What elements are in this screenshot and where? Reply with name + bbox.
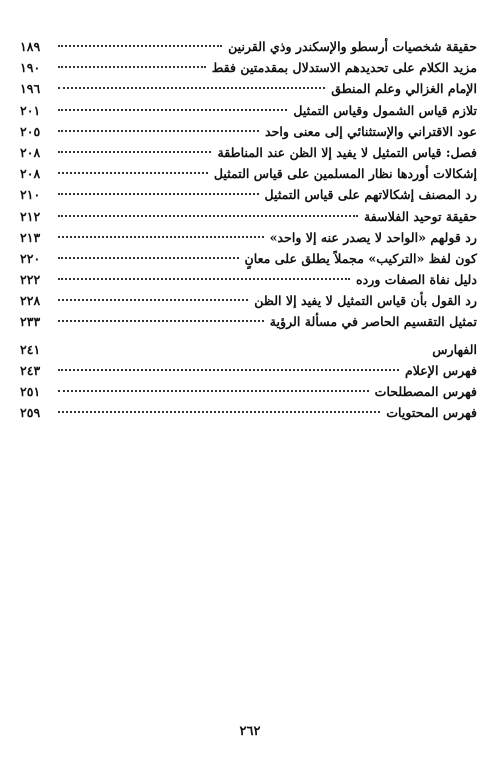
toc-section-heading [20, 339, 477, 360]
toc-entry-title: كون لفظ «التركيب» مجملاً يطلق على معانٍ [244, 250, 477, 266]
toc-entry [20, 57, 477, 78]
toc-entry-page: ٢٥٩ [20, 405, 41, 421]
toc-entry-page: ١٨٩ [20, 39, 41, 54]
toc-entry-page: ٢١٣ [20, 229, 41, 245]
toc-entry-title: إشكالات أوردها نظار المسلمين على قياس التمثيل [213, 166, 477, 182]
table-of-contents [20, 36, 477, 423]
toc-entry-page: ٢٢٢ [20, 272, 41, 288]
toc-entry-page: ٢٠٥ [20, 123, 41, 139]
toc-entry-page: ١٩٠ [20, 60, 41, 76]
dot-leader [58, 171, 208, 174]
toc-entry [20, 311, 477, 332]
toc-entry-title: حقيقة شخصيات أرسطو والإسكندر وذي القرنين [228, 39, 477, 54]
toc-entry [20, 142, 477, 163]
toc-entry [20, 381, 477, 402]
toc-entry [20, 269, 477, 290]
toc-entry-page: ٢٠٨ [20, 166, 41, 182]
toc-entry [20, 360, 477, 381]
toc-entry-page: ٢٢٠ [20, 250, 41, 266]
toc-entry-title: حقيقة توحيد الفلاسفة [364, 208, 477, 224]
toc-entry-title: دليل نفاة الصفات ورده [356, 272, 477, 288]
toc-entry-title: رد المصنف إشكالاتهم على قياس التمثيل [264, 187, 477, 203]
toc-entry-title: فهرس الإعلام [404, 362, 477, 378]
toc-entry [20, 402, 477, 423]
toc-entry-page: ٢٥١ [20, 384, 41, 399]
toc-entry-title: فهرس المصطلحات [374, 384, 477, 399]
dot-leader [58, 192, 259, 195]
toc-entry-title: فهرس المحتويات [386, 405, 477, 421]
page-number: ٢٦٢ [239, 724, 261, 739]
toc-entry [20, 78, 477, 99]
dot-leader [58, 368, 399, 371]
toc-entry [20, 290, 477, 311]
dot-leader [58, 65, 206, 68]
toc-entry-page: ٢١٢ [20, 208, 41, 224]
toc-entry-title: تمثيل التقسيم الحاصر في مسألة الرؤية [269, 314, 477, 330]
dot-leader [58, 319, 264, 322]
toc-entry-page: ٢٣٣ [20, 314, 41, 330]
dot-leader [58, 410, 380, 413]
dot-leader [58, 298, 248, 301]
toc-entry-page: ٢٢٨ [20, 293, 41, 309]
toc-entry [20, 227, 477, 248]
toc-entry-title: رد قولهم «الواحد لا يصدر عنه إلا واحد» [269, 229, 477, 245]
dot-leader [58, 129, 259, 132]
toc-entry-page: ٢٠٨ [20, 144, 41, 160]
dot-leader [58, 214, 358, 217]
dot-leader [58, 86, 325, 89]
toc-entry-page: ٢٤١ [20, 341, 41, 357]
dot-leader [58, 277, 350, 280]
dot-leader [58, 150, 211, 153]
dot-leader [58, 235, 264, 238]
toc-entry [20, 184, 477, 205]
toc-entry [20, 100, 477, 121]
toc-entry-title: رد القول بأن قياس التمثيل لا يفيد إلا الظن [254, 293, 477, 309]
dot-leader [58, 44, 222, 47]
dot-leader [58, 108, 287, 111]
toc-entry-page: ٢١٠ [20, 187, 41, 203]
toc-entry-title: مزيد الكلام على تحديدهم الاستدلال بمقدمتين فقط [211, 60, 477, 76]
toc-entry-page: ١٩٦ [20, 81, 41, 97]
toc-entry-title: تلازم قياس الشمول وقياس التمثيل [293, 102, 477, 118]
toc-entry [20, 206, 477, 227]
toc-entry-page: ٢٤٣ [20, 362, 41, 378]
toc-entry-title: فصل: قياس التمثيل لا يفيد إلا الظن عند المناطقة [217, 144, 477, 160]
toc-entry [20, 121, 477, 142]
toc-entry-title: الإمام الغزالي وعلم المنطق [331, 81, 477, 97]
toc-entry-title: الفهارس [432, 341, 477, 357]
toc-entry [20, 248, 477, 269]
dot-leader [58, 389, 369, 392]
toc-entry-page: ٢٠١ [20, 102, 41, 118]
toc-entry [20, 36, 477, 57]
toc-entry [20, 163, 477, 184]
dot-leader [58, 256, 239, 259]
toc-entry-title: عود الاقتراني والإستثنائي إلى معنى واحد [265, 123, 477, 139]
